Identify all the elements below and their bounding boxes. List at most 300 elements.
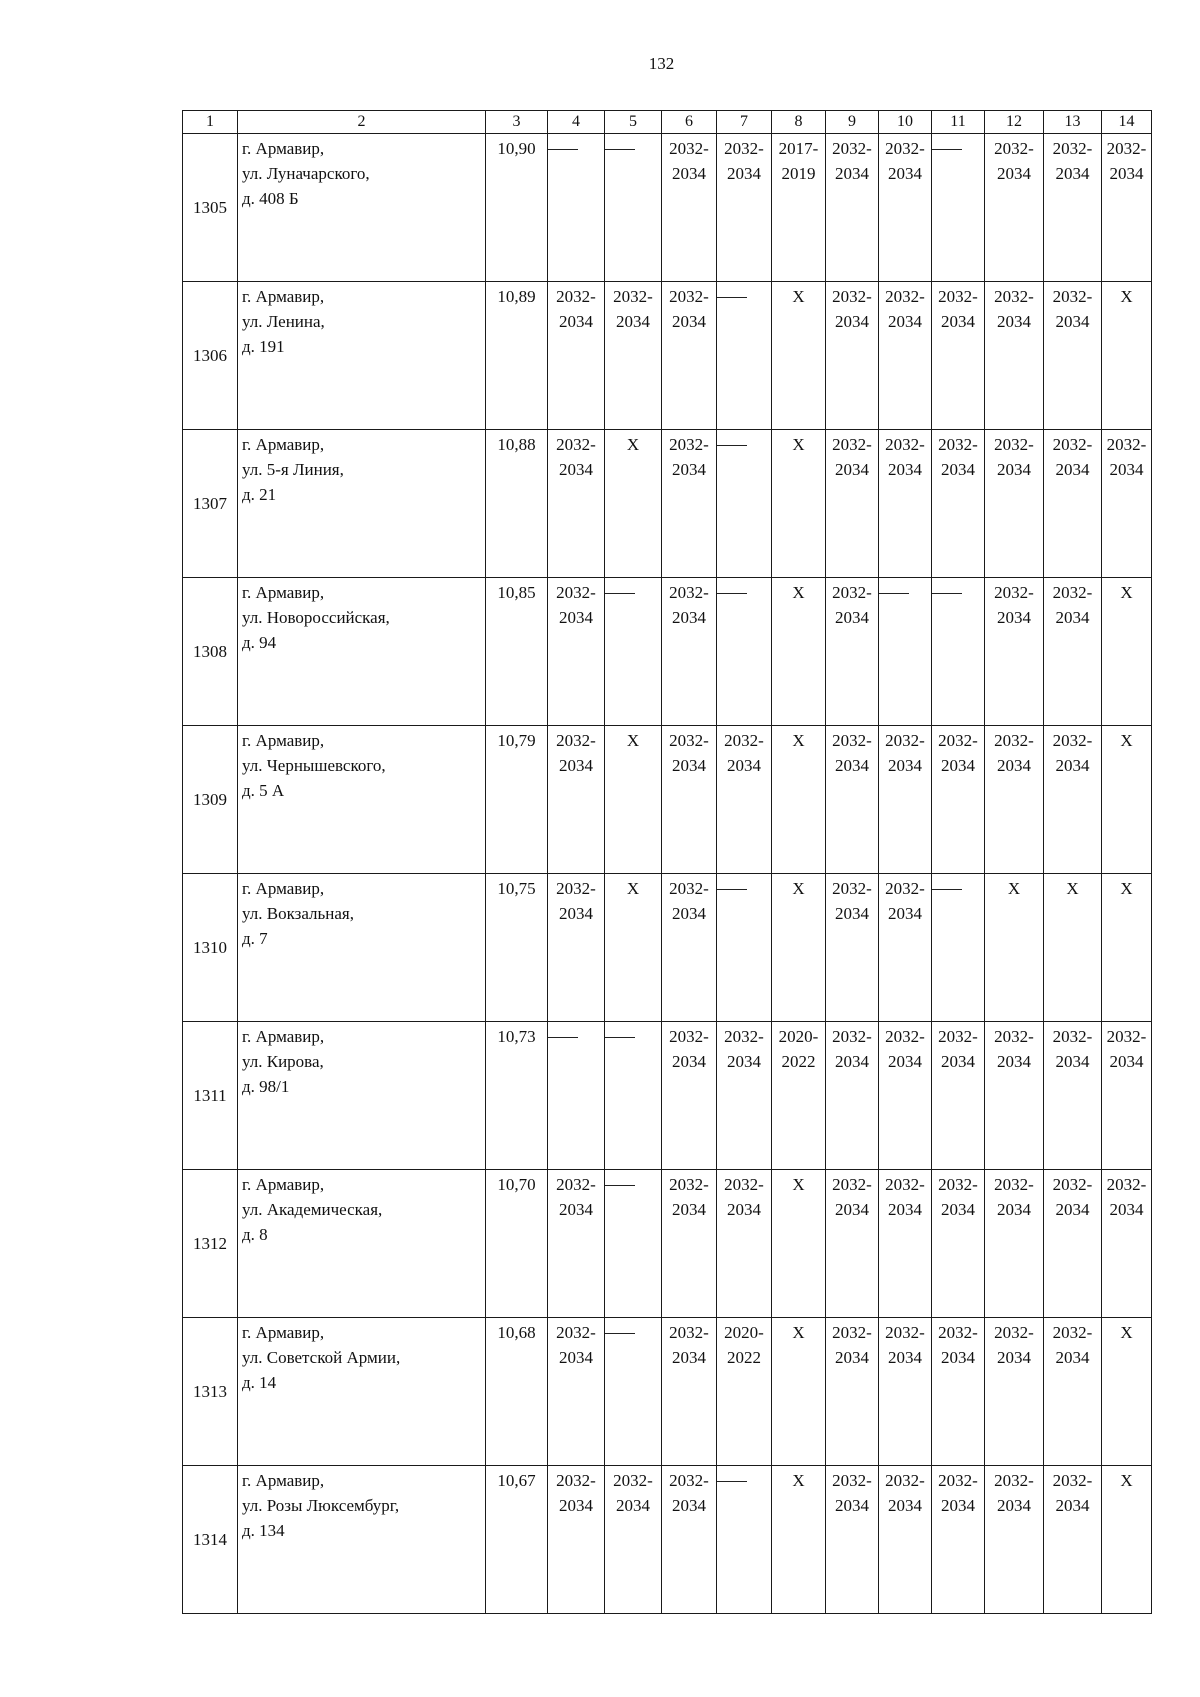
- year-range-cell: [1102, 1170, 1152, 1318]
- table-row: [183, 1022, 1152, 1170]
- year-range-cell: [548, 1318, 605, 1466]
- year-start: 2032-: [1052, 287, 1093, 306]
- year-start: 2032-: [885, 287, 925, 306]
- year-range-cell: [985, 1318, 1044, 1466]
- row-number: 1313: [183, 1318, 238, 1466]
- year-end: 2034: [559, 904, 593, 923]
- year-start: 2032-: [669, 731, 709, 750]
- value-cell: 10,73: [486, 1022, 548, 1170]
- column-header: 6: [662, 111, 717, 134]
- x-cell: Х: [1102, 874, 1152, 1022]
- year-start: 2032-: [669, 435, 709, 454]
- year-start: 2032-: [613, 1471, 653, 1490]
- year-start: 2032-: [832, 1471, 872, 1490]
- year-start: 2032-: [994, 1471, 1034, 1490]
- year-start: 2032-: [832, 1027, 872, 1046]
- year-end: 2022: [781, 1052, 816, 1071]
- year-range-cell: [826, 726, 879, 874]
- address-line: д. 408 Б: [242, 189, 299, 208]
- year-range-cell: [548, 1466, 605, 1614]
- year-end: 2034: [1055, 1200, 1090, 1219]
- dash-mark: [605, 149, 635, 150]
- dash-cell: [879, 578, 932, 726]
- value-cell: 10,85: [486, 578, 548, 726]
- x-cell: Х: [772, 874, 826, 1022]
- year-range-cell: [932, 726, 985, 874]
- year-range-cell: [1044, 1170, 1102, 1318]
- x-cell: Х: [605, 874, 662, 1022]
- year-start: 2032-: [832, 879, 872, 898]
- dash-cell: [932, 134, 985, 282]
- dash-mark: [717, 1481, 747, 1482]
- address-line: г. Армавир,: [242, 287, 325, 306]
- row-number: 1314: [183, 1466, 238, 1614]
- year-end: 2034: [997, 1496, 1031, 1515]
- x-cell: Х: [1102, 1318, 1152, 1466]
- year-start: 2032-: [832, 583, 872, 602]
- year-range-cell: [932, 1170, 985, 1318]
- year-start: 2032-: [885, 731, 925, 750]
- row-number: 1305: [183, 134, 238, 282]
- year-end: 2034: [559, 1200, 593, 1219]
- year-range-cell: [717, 134, 772, 282]
- year-end: 2034: [672, 460, 706, 479]
- year-range-cell: [985, 1022, 1044, 1170]
- year-end: 2034: [835, 460, 869, 479]
- value-cell: 10,88: [486, 430, 548, 578]
- year-end: 2034: [941, 756, 975, 775]
- year-range-cell: [662, 430, 717, 578]
- year-range-cell: [932, 1318, 985, 1466]
- year-end: 2034: [559, 608, 593, 627]
- year-range-cell: [879, 1318, 932, 1466]
- year-range-cell: [662, 1318, 717, 1466]
- year-end: 2034: [559, 460, 593, 479]
- address-line: ул. 5-я Линия,: [242, 460, 344, 479]
- dash-cell: [605, 1022, 662, 1170]
- page-number: 132: [648, 54, 675, 73]
- year-range-cell: [662, 134, 717, 282]
- column-header: 9: [826, 111, 879, 134]
- year-range-cell: [1044, 134, 1102, 282]
- year-start: 2032-: [938, 731, 978, 750]
- dash-cell: [932, 578, 985, 726]
- address-line: г. Армавир,: [242, 1175, 325, 1194]
- row-number: 1312: [183, 1170, 238, 1318]
- dash-mark: [932, 889, 962, 890]
- dash-cell: [605, 1170, 662, 1318]
- column-header: 11: [932, 111, 985, 134]
- column-header: 7: [717, 111, 772, 134]
- year-end: 2034: [888, 312, 922, 331]
- dash-cell: [717, 1466, 772, 1614]
- value-cell: 10,89: [486, 282, 548, 430]
- year-start: 2032-: [1052, 1175, 1093, 1194]
- year-end: 2034: [835, 1348, 869, 1367]
- address-line: ул. Розы Люксембург,: [242, 1496, 400, 1515]
- year-range-cell: [826, 578, 879, 726]
- year-end: 2034: [672, 312, 706, 331]
- year-end: 2034: [941, 1052, 975, 1071]
- address-line: г. Армавир,: [242, 1471, 325, 1490]
- year-start: 2032-: [832, 731, 872, 750]
- dash-cell: [605, 1318, 662, 1466]
- address-line: ул. Вокзальная,: [242, 904, 354, 923]
- value-cell: 10,68: [486, 1318, 548, 1466]
- year-start: 2032-: [1052, 731, 1093, 750]
- column-header: 10: [879, 111, 932, 134]
- address-line: г. Армавир,: [242, 731, 325, 750]
- year-range-cell: [717, 1022, 772, 1170]
- address-line: г. Армавир,: [242, 1027, 325, 1046]
- year-start: 2032-: [724, 1175, 764, 1194]
- x-cell: Х: [605, 430, 662, 578]
- year-start: 2032-: [669, 1175, 709, 1194]
- year-end: 2034: [559, 312, 593, 331]
- dash-mark: [717, 445, 747, 446]
- year-start: 2032-: [556, 731, 596, 750]
- table-row: [183, 1466, 1152, 1614]
- table-row: [183, 1318, 1152, 1466]
- year-range-cell: [826, 1022, 879, 1170]
- value-cell: 10,75: [486, 874, 548, 1022]
- year-end: 2034: [941, 460, 975, 479]
- column-header: 4: [548, 111, 605, 134]
- dash-mark: [717, 889, 747, 890]
- year-range-cell: [662, 1466, 717, 1614]
- year-end: 2034: [835, 164, 869, 183]
- year-range-cell: [1044, 1466, 1102, 1614]
- year-range-cell: [1102, 1022, 1152, 1170]
- year-range-cell: [662, 578, 717, 726]
- year-range-cell: [548, 578, 605, 726]
- year-end: 2034: [1109, 164, 1144, 183]
- year-start: 2020-: [724, 1323, 764, 1342]
- x-cell: Х: [772, 1170, 826, 1318]
- year-range-cell: [605, 1466, 662, 1614]
- year-start: 2032-: [669, 879, 709, 898]
- year-start: 2032-: [994, 287, 1034, 306]
- year-start: 2020-: [778, 1027, 819, 1046]
- address-line: д. 134: [242, 1521, 285, 1540]
- year-start: 2032-: [994, 1323, 1034, 1342]
- dash-cell: [717, 430, 772, 578]
- year-start: 2032-: [885, 879, 925, 898]
- year-range-cell: [932, 1466, 985, 1614]
- year-end: 2034: [835, 1200, 869, 1219]
- dash-mark: [548, 1037, 578, 1038]
- year-end: 2034: [672, 1348, 706, 1367]
- dash-mark: [605, 593, 635, 594]
- year-start: 2032-: [724, 139, 764, 158]
- year-end: 2034: [997, 1348, 1031, 1367]
- address-cell: [238, 874, 486, 1022]
- dash-cell: [932, 874, 985, 1022]
- year-end: 2034: [1055, 1496, 1090, 1515]
- year-start: 2032-: [669, 287, 709, 306]
- year-start: 2032-: [613, 287, 653, 306]
- dash-mark: [717, 297, 747, 298]
- year-range-cell: [932, 1022, 985, 1170]
- year-end: 2034: [1109, 1052, 1144, 1071]
- address-cell: [238, 1466, 486, 1614]
- year-range-cell: [985, 430, 1044, 578]
- year-end: 2034: [1055, 1052, 1090, 1071]
- year-end: 2034: [888, 756, 922, 775]
- year-range-cell: [932, 282, 985, 430]
- dash-cell: [717, 874, 772, 1022]
- year-end: 2034: [1055, 756, 1090, 775]
- year-end: 2034: [616, 312, 650, 331]
- year-range-cell: [879, 282, 932, 430]
- address-line: г. Армавир,: [242, 879, 325, 898]
- table-row: [183, 874, 1152, 1022]
- year-range-cell: [1044, 726, 1102, 874]
- year-start: 2032-: [938, 1471, 978, 1490]
- year-end: 2034: [941, 312, 975, 331]
- year-start: 2032-: [724, 1027, 764, 1046]
- year-range-cell: [717, 1318, 772, 1466]
- year-range-cell: [548, 282, 605, 430]
- year-start: 2032-: [832, 287, 872, 306]
- table-row: [183, 134, 1152, 282]
- year-start: 2032-: [832, 1323, 872, 1342]
- year-end: 2034: [1055, 164, 1090, 183]
- value-cell: 10,70: [486, 1170, 548, 1318]
- row-number: 1310: [183, 874, 238, 1022]
- address-line: д. 14: [242, 1373, 277, 1392]
- row-number: 1306: [183, 282, 238, 430]
- address-line: ул. Советской Армии,: [242, 1348, 401, 1367]
- year-range-cell: [1102, 134, 1152, 282]
- year-range-cell: [662, 1170, 717, 1318]
- year-range-cell: [879, 1466, 932, 1614]
- column-header: 5: [605, 111, 662, 134]
- year-end: 2034: [1055, 1348, 1090, 1367]
- year-start: 2032-: [669, 1027, 709, 1046]
- year-end: 2034: [835, 312, 869, 331]
- year-range-cell: [826, 1466, 879, 1614]
- year-end: 2034: [997, 164, 1031, 183]
- year-start: 2032-: [669, 1323, 709, 1342]
- year-range-cell: [879, 1022, 932, 1170]
- year-end: 2022: [727, 1348, 761, 1367]
- year-end: 2034: [727, 1052, 761, 1071]
- x-cell: Х: [772, 578, 826, 726]
- year-start: 2032-: [994, 435, 1034, 454]
- year-end: 2034: [835, 756, 869, 775]
- year-end: 2034: [835, 904, 869, 923]
- year-range-cell: [717, 726, 772, 874]
- year-start: 2032-: [994, 731, 1034, 750]
- address-cell: [238, 578, 486, 726]
- value-cell: 10,90: [486, 134, 548, 282]
- address-line: д. 98/1: [242, 1077, 290, 1096]
- table-row: [183, 578, 1152, 726]
- address-line: ул. Кирова,: [242, 1052, 324, 1071]
- year-start: 2032-: [832, 1175, 872, 1194]
- row-number: 1308: [183, 578, 238, 726]
- year-start: 2032-: [938, 435, 978, 454]
- year-range-cell: [985, 282, 1044, 430]
- year-start: 2032-: [556, 1471, 596, 1490]
- dash-mark: [717, 593, 747, 594]
- year-start: 2032-: [1052, 583, 1093, 602]
- year-range-cell: [985, 726, 1044, 874]
- year-start: 2032-: [938, 1027, 978, 1046]
- address-line: д. 94: [242, 633, 277, 652]
- year-start: 2032-: [556, 879, 596, 898]
- address-line: г. Армавир,: [242, 583, 325, 602]
- year-end: 2034: [888, 1496, 922, 1515]
- year-range-cell: [826, 1318, 879, 1466]
- year-end: 2034: [1055, 312, 1090, 331]
- year-start: 2032-: [724, 731, 764, 750]
- year-end: 2034: [835, 608, 869, 627]
- x-cell: Х: [1102, 1466, 1152, 1614]
- dash-cell: [548, 1022, 605, 1170]
- year-range-cell: [826, 1170, 879, 1318]
- year-end: 2034: [672, 1496, 706, 1515]
- address-line: г. Армавир,: [242, 139, 325, 158]
- year-range-cell: [662, 1022, 717, 1170]
- year-range-cell: [1044, 578, 1102, 726]
- year-range-cell: [826, 874, 879, 1022]
- year-start: 2032-: [556, 1323, 596, 1342]
- row-number: 1311: [183, 1022, 238, 1170]
- year-end: 2034: [727, 1200, 761, 1219]
- dash-mark: [605, 1185, 635, 1186]
- year-end: 2034: [888, 1052, 922, 1071]
- address-cell: [238, 282, 486, 430]
- year-start: 2032-: [669, 1471, 709, 1490]
- year-start: 2032-: [885, 139, 925, 158]
- year-start: 2032-: [938, 1175, 978, 1194]
- year-end: 2034: [997, 756, 1031, 775]
- year-start: 2032-: [832, 435, 872, 454]
- row-number: 1309: [183, 726, 238, 874]
- year-range-cell: [879, 1170, 932, 1318]
- year-start: 2032-: [1106, 139, 1147, 158]
- address-line: ул. Ленина,: [242, 312, 325, 331]
- year-end: 2034: [616, 1496, 650, 1515]
- year-end: 2034: [888, 164, 922, 183]
- dash-mark: [605, 1333, 635, 1334]
- x-cell: Х: [772, 726, 826, 874]
- year-end: 2034: [888, 1200, 922, 1219]
- year-range-cell: [1044, 1318, 1102, 1466]
- year-start: 2032-: [556, 583, 596, 602]
- address-cell: [238, 726, 486, 874]
- year-end: 2034: [672, 1052, 706, 1071]
- x-cell: Х: [1102, 726, 1152, 874]
- year-end: 2034: [997, 608, 1031, 627]
- year-range-cell: [985, 134, 1044, 282]
- address-line: д. 8: [242, 1225, 268, 1244]
- year-range-cell: [985, 578, 1044, 726]
- address-cell: [238, 134, 486, 282]
- year-end: 2034: [997, 1200, 1031, 1219]
- year-start: 2032-: [669, 139, 709, 158]
- year-range-cell: [717, 1170, 772, 1318]
- year-start: 2032-: [994, 1175, 1034, 1194]
- year-range-cell: [879, 134, 932, 282]
- year-start: 2032-: [1052, 1471, 1093, 1490]
- year-start: 2032-: [556, 1175, 596, 1194]
- year-start: 2017-: [778, 139, 819, 158]
- year-range-cell: [772, 134, 826, 282]
- x-cell: Х: [1102, 578, 1152, 726]
- year-end: 2034: [997, 1052, 1031, 1071]
- year-range-cell: [662, 874, 717, 1022]
- year-range-cell: [548, 874, 605, 1022]
- column-header: 8: [772, 111, 826, 134]
- year-start: 2032-: [556, 435, 596, 454]
- year-end: 2034: [997, 312, 1031, 331]
- year-end: 2034: [888, 460, 922, 479]
- year-start: 2032-: [1106, 1175, 1147, 1194]
- year-start: 2032-: [938, 1323, 978, 1342]
- year-range-cell: [932, 430, 985, 578]
- year-range-cell: [548, 726, 605, 874]
- year-end: 2034: [672, 1200, 706, 1219]
- year-start: 2032-: [1106, 1027, 1147, 1046]
- year-start: 2032-: [994, 139, 1034, 158]
- x-cell: Х: [772, 430, 826, 578]
- x-cell: Х: [772, 282, 826, 430]
- address-line: г. Армавир,: [242, 435, 325, 454]
- year-start: 2032-: [832, 139, 872, 158]
- year-range-cell: [548, 430, 605, 578]
- address-line: д. 191: [242, 337, 285, 356]
- dash-cell: [717, 282, 772, 430]
- address-line: д. 7: [242, 929, 268, 948]
- year-range-cell: [879, 726, 932, 874]
- table-row: [183, 726, 1152, 874]
- x-cell: Х: [772, 1318, 826, 1466]
- column-header: 2: [238, 111, 486, 134]
- year-range-cell: [662, 726, 717, 874]
- year-range-cell: [985, 1170, 1044, 1318]
- year-end: 2034: [997, 460, 1031, 479]
- address-cell: [238, 430, 486, 578]
- x-cell: Х: [1044, 874, 1102, 1022]
- year-end: 2034: [941, 1496, 975, 1515]
- address-cell: [238, 1022, 486, 1170]
- year-end: 2034: [1055, 608, 1090, 627]
- year-end: 2034: [559, 1348, 593, 1367]
- value-cell: 10,79: [486, 726, 548, 874]
- year-end: 2019: [781, 164, 816, 183]
- year-end: 2034: [727, 164, 761, 183]
- dash-mark: [548, 149, 578, 150]
- year-end: 2034: [672, 608, 706, 627]
- year-end: 2034: [941, 1200, 975, 1219]
- column-header: 1: [183, 111, 238, 134]
- year-range-cell: [548, 1170, 605, 1318]
- x-cell: Х: [605, 726, 662, 874]
- year-end: 2034: [1109, 1200, 1144, 1219]
- dash-cell: [717, 578, 772, 726]
- column-header: 13: [1044, 111, 1102, 134]
- table-body: [183, 134, 1152, 1614]
- x-cell: Х: [1102, 282, 1152, 430]
- year-start: 2032-: [994, 1027, 1034, 1046]
- dash-cell: [605, 578, 662, 726]
- year-range-cell: [879, 430, 932, 578]
- year-start: 2032-: [669, 583, 709, 602]
- table-row: [183, 282, 1152, 430]
